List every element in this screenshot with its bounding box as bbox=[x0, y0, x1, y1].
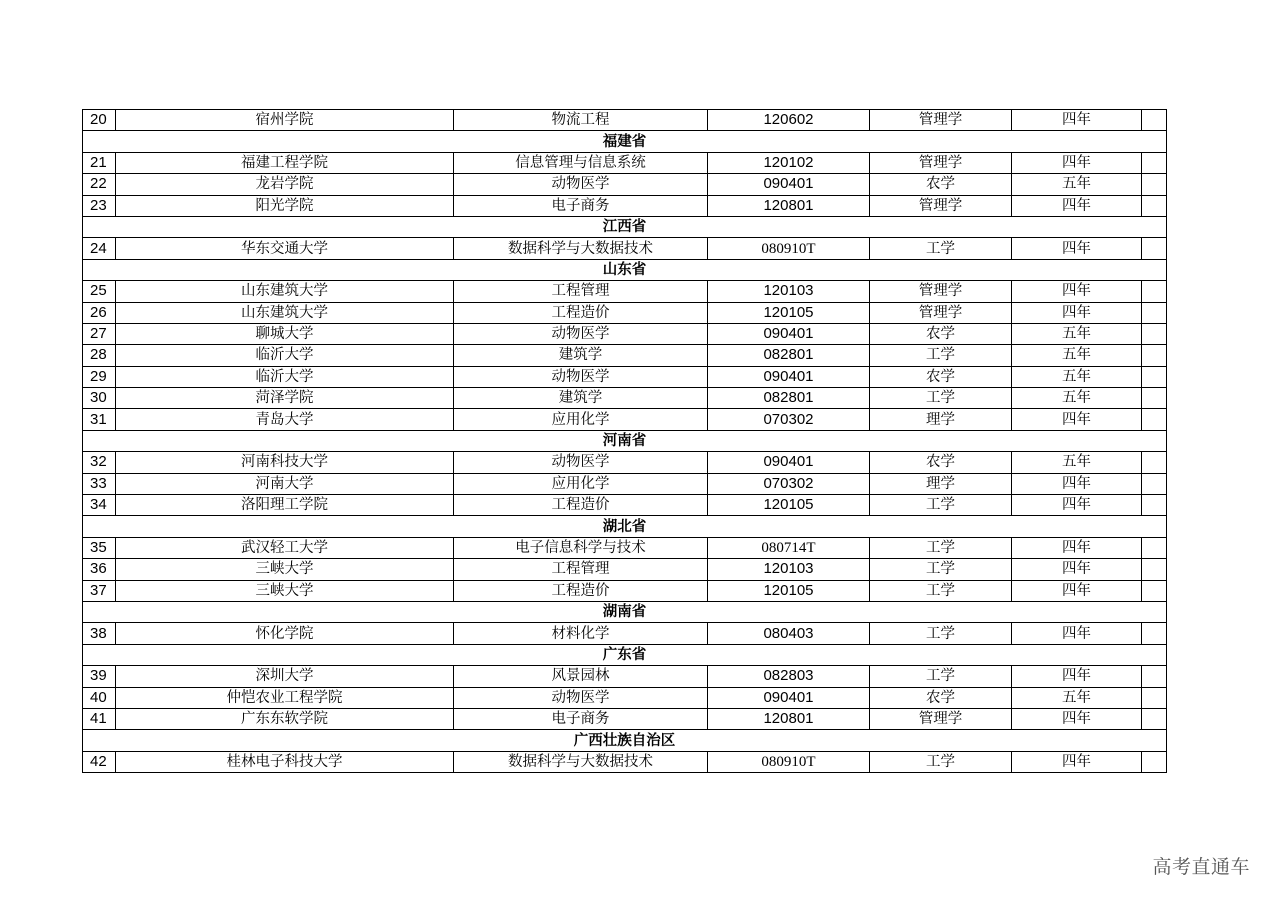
discipline: 工学 bbox=[870, 495, 1012, 516]
discipline: 农学 bbox=[870, 174, 1012, 195]
discipline: 工学 bbox=[870, 580, 1012, 601]
row-number: 22 bbox=[83, 174, 116, 195]
province-name: 山东省 bbox=[83, 259, 1167, 280]
table-row bbox=[83, 388, 1167, 409]
major-name: 工程造价 bbox=[454, 495, 708, 516]
row-number: 28 bbox=[83, 345, 116, 366]
row-number: 27 bbox=[83, 323, 116, 344]
duration: 五年 bbox=[1012, 388, 1142, 409]
major-code: 090401 bbox=[708, 323, 870, 344]
empty-cell bbox=[1142, 238, 1167, 259]
row-number: 35 bbox=[83, 537, 116, 558]
row-number: 20 bbox=[83, 110, 116, 131]
major-code: 090401 bbox=[708, 452, 870, 473]
discipline: 工学 bbox=[870, 238, 1012, 259]
school-name: 华东交通大学 bbox=[116, 238, 454, 259]
major-code: 070302 bbox=[708, 473, 870, 494]
major-code: 120602 bbox=[708, 110, 870, 131]
row-number: 30 bbox=[83, 388, 116, 409]
row-number: 39 bbox=[83, 666, 116, 687]
row-number: 36 bbox=[83, 559, 116, 580]
major-code: 090401 bbox=[708, 366, 870, 387]
school-name: 龙岩学院 bbox=[116, 174, 454, 195]
discipline: 农学 bbox=[870, 687, 1012, 708]
table-row bbox=[83, 537, 1167, 558]
duration: 四年 bbox=[1012, 623, 1142, 644]
row-number: 41 bbox=[83, 708, 116, 729]
row-number: 34 bbox=[83, 495, 116, 516]
major-code: 082803 bbox=[708, 666, 870, 687]
school-name: 宿州学院 bbox=[116, 110, 454, 131]
major-code: 120105 bbox=[708, 495, 870, 516]
empty-cell bbox=[1142, 452, 1167, 473]
duration: 四年 bbox=[1012, 559, 1142, 580]
school-name: 仲恺农业工程学院 bbox=[116, 687, 454, 708]
discipline: 管理学 bbox=[870, 708, 1012, 729]
major-code: 120105 bbox=[708, 580, 870, 601]
empty-cell bbox=[1142, 666, 1167, 687]
major-code: 080910T bbox=[708, 238, 870, 259]
empty-cell bbox=[1142, 751, 1167, 772]
school-name: 菏泽学院 bbox=[116, 388, 454, 409]
table-row bbox=[83, 623, 1167, 644]
major-name: 信息管理与信息系统 bbox=[454, 152, 708, 173]
school-name: 三峡大学 bbox=[116, 580, 454, 601]
duration: 四年 bbox=[1012, 281, 1142, 302]
major-name: 电子商务 bbox=[454, 195, 708, 216]
empty-cell bbox=[1142, 473, 1167, 494]
province-header-row bbox=[83, 516, 1167, 537]
table-row bbox=[83, 751, 1167, 772]
major-code: 080403 bbox=[708, 623, 870, 644]
province-name: 福建省 bbox=[83, 131, 1167, 152]
duration: 四年 bbox=[1012, 751, 1142, 772]
table-row bbox=[83, 580, 1167, 601]
major-code: 120102 bbox=[708, 152, 870, 173]
discipline: 管理学 bbox=[870, 195, 1012, 216]
discipline: 农学 bbox=[870, 366, 1012, 387]
table-row bbox=[83, 345, 1167, 366]
discipline: 管理学 bbox=[870, 152, 1012, 173]
table-row bbox=[83, 495, 1167, 516]
school-name: 河南科技大学 bbox=[116, 452, 454, 473]
major-code: 070302 bbox=[708, 409, 870, 430]
row-number: 23 bbox=[83, 195, 116, 216]
school-name: 洛阳理工学院 bbox=[116, 495, 454, 516]
empty-cell bbox=[1142, 152, 1167, 173]
table-row bbox=[83, 152, 1167, 173]
discipline: 工学 bbox=[870, 559, 1012, 580]
table-row bbox=[83, 174, 1167, 195]
duration: 五年 bbox=[1012, 174, 1142, 195]
major-name: 物流工程 bbox=[454, 110, 708, 131]
province-name: 广东省 bbox=[83, 644, 1167, 665]
discipline: 理学 bbox=[870, 473, 1012, 494]
duration: 四年 bbox=[1012, 238, 1142, 259]
row-number: 21 bbox=[83, 152, 116, 173]
major-code: 120801 bbox=[708, 195, 870, 216]
province-name: 湖北省 bbox=[83, 516, 1167, 537]
row-number: 29 bbox=[83, 366, 116, 387]
duration: 四年 bbox=[1012, 302, 1142, 323]
school-name: 武汉轻工大学 bbox=[116, 537, 454, 558]
empty-cell bbox=[1142, 537, 1167, 558]
major-code: 120103 bbox=[708, 281, 870, 302]
empty-cell bbox=[1142, 388, 1167, 409]
row-number: 25 bbox=[83, 281, 116, 302]
duration: 四年 bbox=[1012, 473, 1142, 494]
province-name: 湖南省 bbox=[83, 601, 1167, 622]
row-number: 26 bbox=[83, 302, 116, 323]
duration: 四年 bbox=[1012, 708, 1142, 729]
table-row bbox=[83, 195, 1167, 216]
duration: 五年 bbox=[1012, 452, 1142, 473]
watermark-text: 高考直通车 bbox=[1152, 856, 1250, 878]
major-name: 工程管理 bbox=[454, 281, 708, 302]
major-name: 材料化学 bbox=[454, 623, 708, 644]
duration: 四年 bbox=[1012, 580, 1142, 601]
province-header-row bbox=[83, 131, 1167, 152]
row-number: 40 bbox=[83, 687, 116, 708]
major-name: 数据科学与大数据技术 bbox=[454, 238, 708, 259]
table-row bbox=[83, 559, 1167, 580]
province-header-row bbox=[83, 644, 1167, 665]
major-name: 动物医学 bbox=[454, 687, 708, 708]
duration: 四年 bbox=[1012, 152, 1142, 173]
province-header-row bbox=[83, 216, 1167, 237]
school-name: 聊城大学 bbox=[116, 323, 454, 344]
duration: 四年 bbox=[1012, 110, 1142, 131]
discipline: 管理学 bbox=[870, 110, 1012, 131]
major-code: 120103 bbox=[708, 559, 870, 580]
school-name: 阳光学院 bbox=[116, 195, 454, 216]
empty-cell bbox=[1142, 302, 1167, 323]
province-name: 河南省 bbox=[83, 430, 1167, 451]
major-code: 080910T bbox=[708, 751, 870, 772]
empty-cell bbox=[1142, 366, 1167, 387]
empty-cell bbox=[1142, 281, 1167, 302]
school-name: 桂林电子科技大学 bbox=[116, 751, 454, 772]
discipline: 理学 bbox=[870, 409, 1012, 430]
empty-cell bbox=[1142, 708, 1167, 729]
empty-cell bbox=[1142, 110, 1167, 131]
duration: 五年 bbox=[1012, 323, 1142, 344]
major-code: 090401 bbox=[708, 174, 870, 195]
school-name: 临沂大学 bbox=[116, 345, 454, 366]
school-name: 广东东软学院 bbox=[116, 708, 454, 729]
duration: 五年 bbox=[1012, 687, 1142, 708]
school-name: 临沂大学 bbox=[116, 366, 454, 387]
empty-cell bbox=[1142, 409, 1167, 430]
table-row bbox=[83, 708, 1167, 729]
major-name: 工程管理 bbox=[454, 559, 708, 580]
major-code: 082801 bbox=[708, 345, 870, 366]
duration: 四年 bbox=[1012, 537, 1142, 558]
major-name: 应用化学 bbox=[454, 473, 708, 494]
row-number: 38 bbox=[83, 623, 116, 644]
major-code: 090401 bbox=[708, 687, 870, 708]
major-name: 电子商务 bbox=[454, 708, 708, 729]
empty-cell bbox=[1142, 559, 1167, 580]
table-body bbox=[83, 110, 1167, 773]
row-number: 37 bbox=[83, 580, 116, 601]
major-name: 工程造价 bbox=[454, 580, 708, 601]
empty-cell bbox=[1142, 174, 1167, 195]
school-name: 青岛大学 bbox=[116, 409, 454, 430]
discipline: 工学 bbox=[870, 623, 1012, 644]
province-name: 江西省 bbox=[83, 216, 1167, 237]
major-name: 电子信息科学与技术 bbox=[454, 537, 708, 558]
school-name: 山东建筑大学 bbox=[116, 302, 454, 323]
table-row bbox=[83, 110, 1167, 131]
row-number: 42 bbox=[83, 751, 116, 772]
province-header-row bbox=[83, 730, 1167, 751]
row-number: 33 bbox=[83, 473, 116, 494]
empty-cell bbox=[1142, 687, 1167, 708]
empty-cell bbox=[1142, 495, 1167, 516]
table-row bbox=[83, 452, 1167, 473]
discipline: 工学 bbox=[870, 666, 1012, 687]
school-name: 三峡大学 bbox=[116, 559, 454, 580]
major-code: 120801 bbox=[708, 708, 870, 729]
major-name: 动物医学 bbox=[454, 174, 708, 195]
discipline: 管理学 bbox=[870, 281, 1012, 302]
major-name: 建筑学 bbox=[454, 388, 708, 409]
major-name: 动物医学 bbox=[454, 452, 708, 473]
duration: 四年 bbox=[1012, 195, 1142, 216]
discipline: 农学 bbox=[870, 323, 1012, 344]
discipline: 工学 bbox=[870, 537, 1012, 558]
table-row bbox=[83, 323, 1167, 344]
table-row bbox=[83, 687, 1167, 708]
major-code: 082801 bbox=[708, 388, 870, 409]
empty-cell bbox=[1142, 623, 1167, 644]
discipline: 工学 bbox=[870, 345, 1012, 366]
table-row bbox=[83, 409, 1167, 430]
duration: 四年 bbox=[1012, 409, 1142, 430]
major-name: 应用化学 bbox=[454, 409, 708, 430]
province-header-row bbox=[83, 430, 1167, 451]
school-name: 深圳大学 bbox=[116, 666, 454, 687]
major-name: 动物医学 bbox=[454, 323, 708, 344]
row-number: 24 bbox=[83, 238, 116, 259]
major-name: 工程造价 bbox=[454, 302, 708, 323]
table-row bbox=[83, 366, 1167, 387]
table-row bbox=[83, 281, 1167, 302]
discipline: 工学 bbox=[870, 388, 1012, 409]
school-name: 怀化学院 bbox=[116, 623, 454, 644]
discipline: 管理学 bbox=[870, 302, 1012, 323]
province-name: 广西壮族自治区 bbox=[83, 730, 1167, 751]
duration: 五年 bbox=[1012, 345, 1142, 366]
program-table bbox=[82, 109, 1167, 773]
major-name: 动物医学 bbox=[454, 366, 708, 387]
school-name: 山东建筑大学 bbox=[116, 281, 454, 302]
province-header-row bbox=[83, 259, 1167, 280]
major-name: 建筑学 bbox=[454, 345, 708, 366]
table-row bbox=[83, 666, 1167, 687]
empty-cell bbox=[1142, 345, 1167, 366]
discipline: 农学 bbox=[870, 452, 1012, 473]
province-header-row bbox=[83, 601, 1167, 622]
table-row bbox=[83, 238, 1167, 259]
discipline: 工学 bbox=[870, 751, 1012, 772]
major-name: 数据科学与大数据技术 bbox=[454, 751, 708, 772]
major-name: 风景园林 bbox=[454, 666, 708, 687]
empty-cell bbox=[1142, 195, 1167, 216]
duration: 四年 bbox=[1012, 495, 1142, 516]
table-row bbox=[83, 473, 1167, 494]
duration: 四年 bbox=[1012, 666, 1142, 687]
empty-cell bbox=[1142, 323, 1167, 344]
duration: 五年 bbox=[1012, 366, 1142, 387]
empty-cell bbox=[1142, 580, 1167, 601]
school-name: 福建工程学院 bbox=[116, 152, 454, 173]
row-number: 32 bbox=[83, 452, 116, 473]
school-name: 河南大学 bbox=[116, 473, 454, 494]
row-number: 31 bbox=[83, 409, 116, 430]
major-code: 080714T bbox=[708, 537, 870, 558]
table-row bbox=[83, 302, 1167, 323]
major-code: 120105 bbox=[708, 302, 870, 323]
